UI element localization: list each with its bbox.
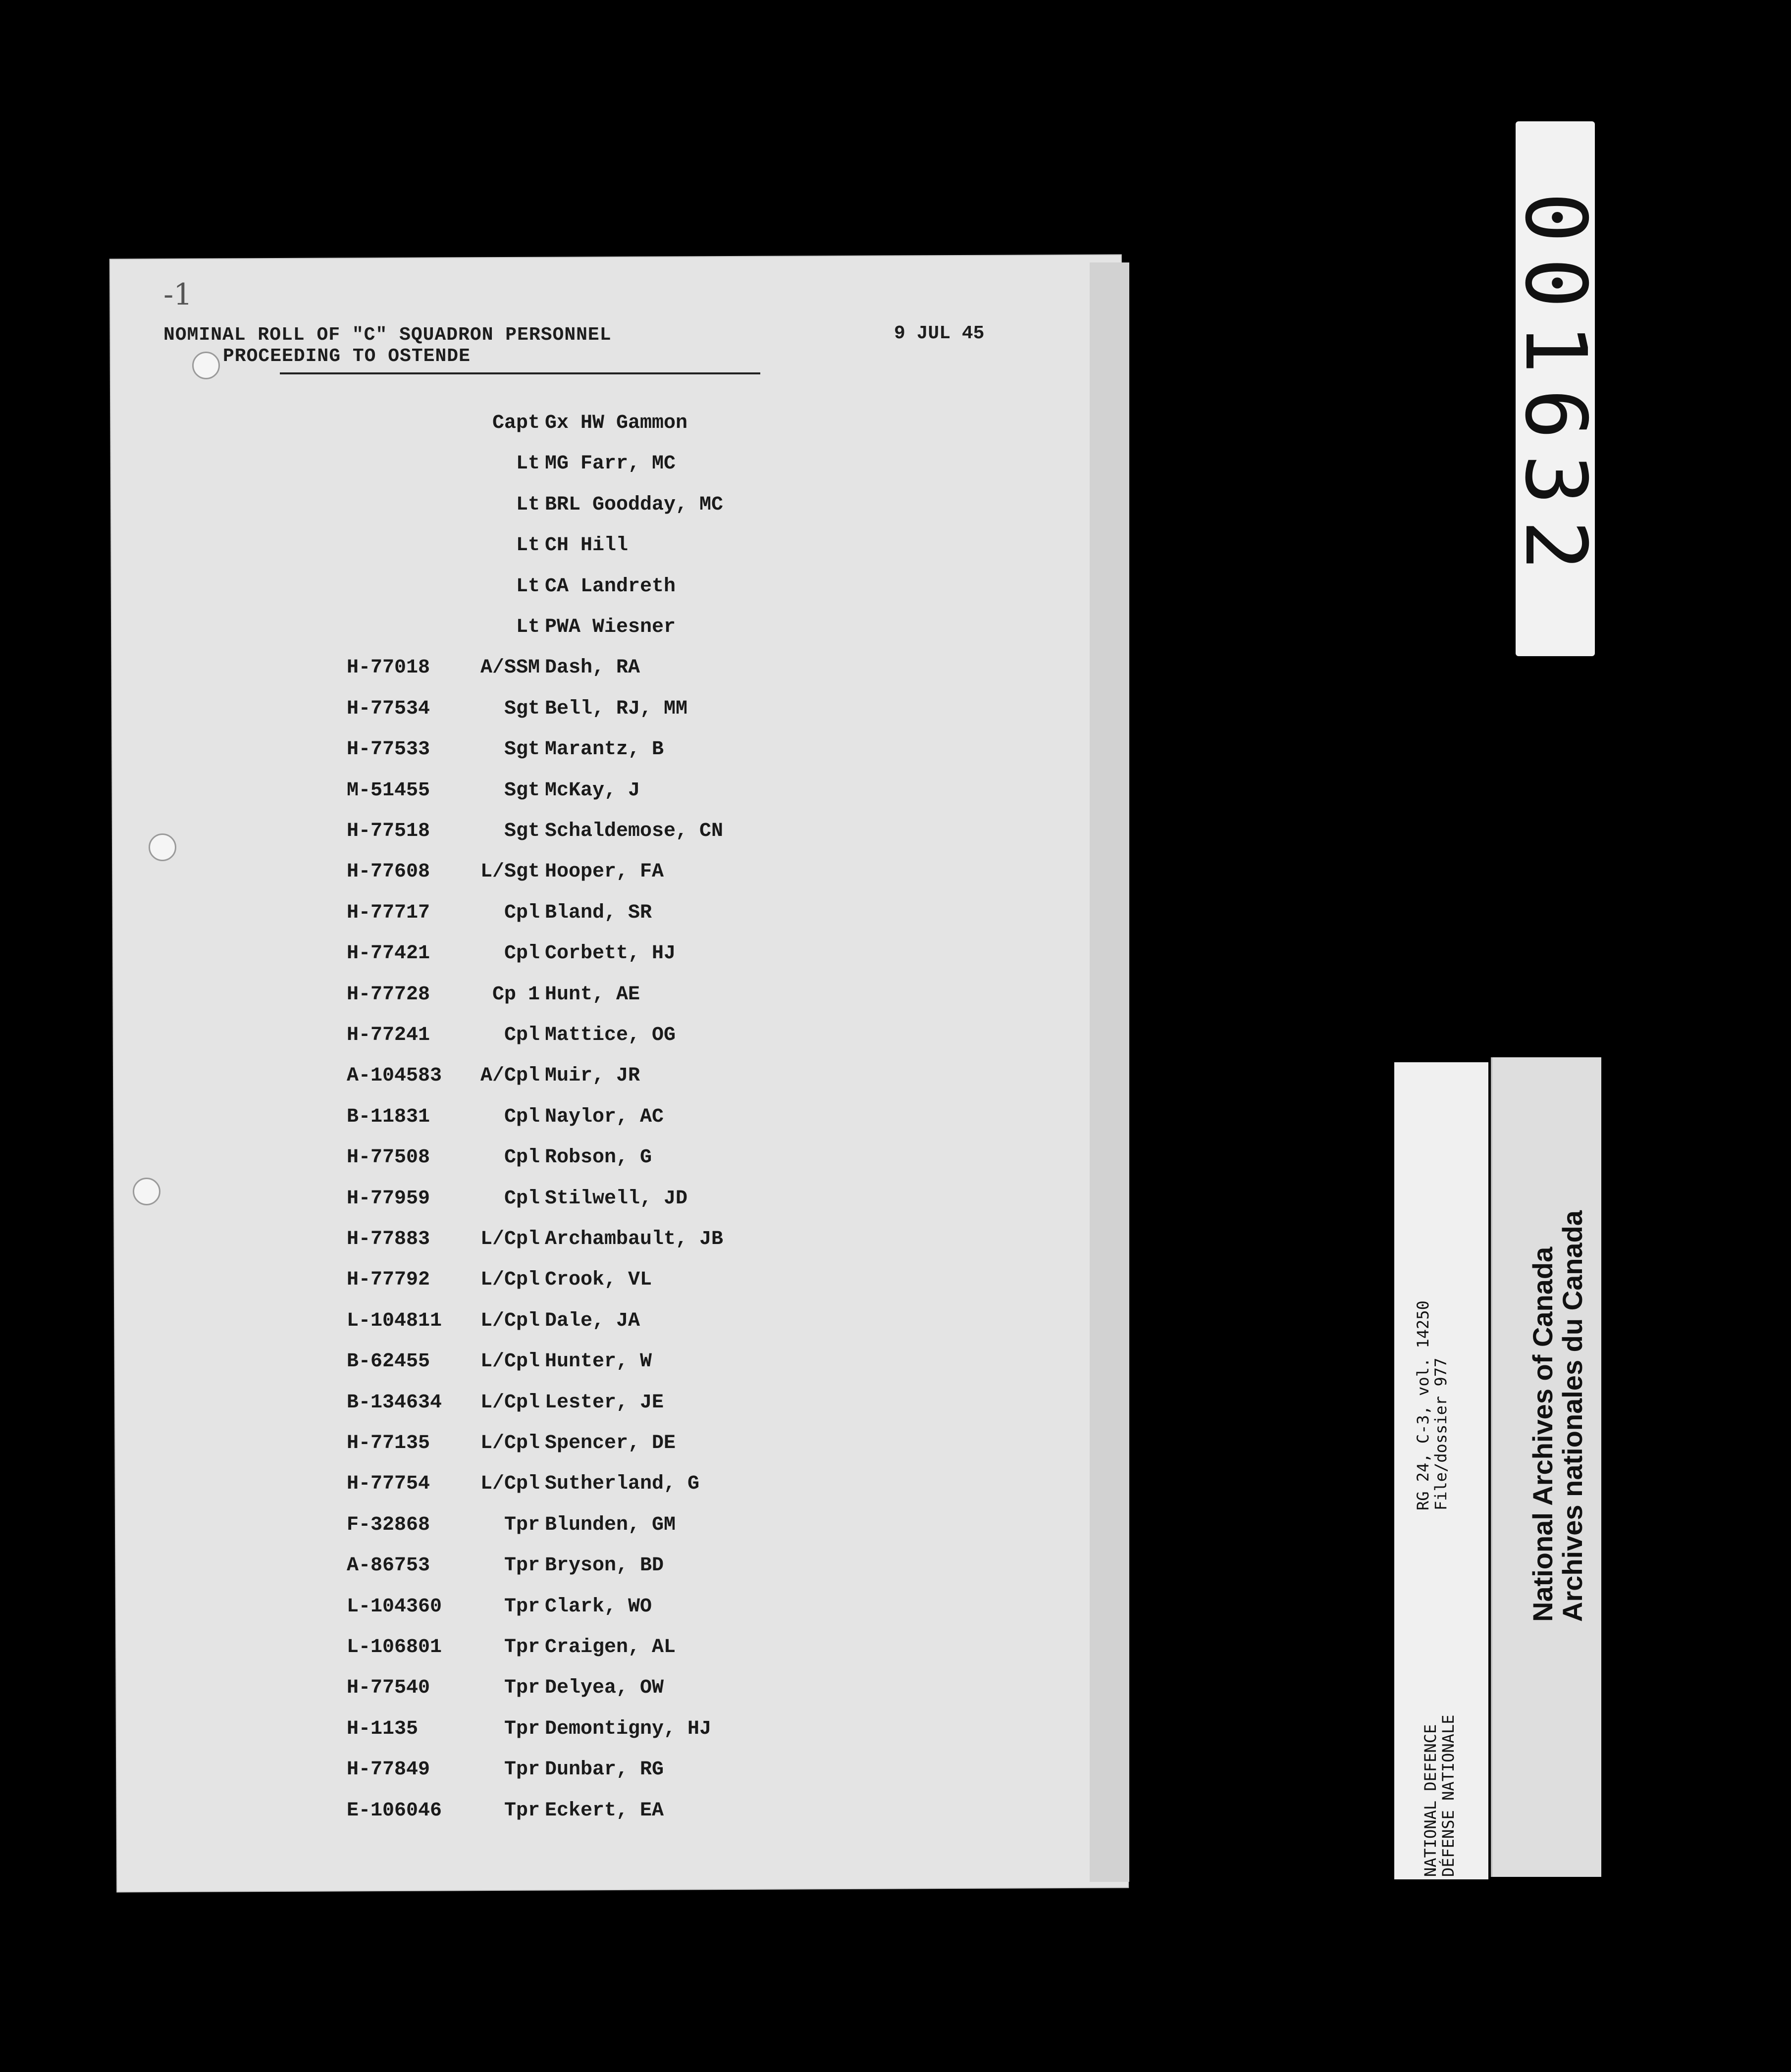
member-name: Schaldemose, CN [545,820,724,842]
roll-entry [0,942,991,972]
title-line-1: NOMINAL ROLL OF "C" SQUADRON PERSONNEL [163,324,612,346]
roll-entry [0,1596,991,1625]
rank: L/Cpl [480,1432,540,1454]
roll-entry [0,820,991,850]
roll-entry [0,1677,991,1707]
roll-entry [0,1146,991,1176]
roll-entry [0,534,991,564]
rank: L/Cpl [480,1392,540,1414]
rank: L/Cpl [480,1269,540,1291]
frame-number-stamp [1506,121,1604,656]
page-mark: -1 [163,277,193,312]
rank: Tpr [504,1554,540,1577]
rank: L/Cpl [480,1473,540,1495]
member-name: Hooper, FA [545,861,664,883]
member-name: McKay, J [545,779,640,802]
rank: Sgt [504,698,540,720]
service-number: H-77849 [347,1759,430,1781]
service-number: H-77883 [347,1228,430,1250]
rank: L/Sgt [480,861,540,883]
service-number: F-32868 [347,1514,430,1536]
rank: L/Cpl [480,1310,540,1332]
rank: Capt [492,412,540,434]
service-number: A-104583 [347,1065,442,1087]
roll-entry [0,1800,991,1829]
roll-entry [0,657,991,686]
document-title [163,324,788,367]
reference-text [1414,1300,1450,1510]
reference-line-1: RG 24, C-3, vol. 14250 [1414,1300,1432,1510]
member-name: Archambault, JB [545,1228,724,1250]
archives-name [1528,1210,1587,1622]
service-number: H-77508 [347,1146,430,1169]
member-name: Mattice, OG [545,1024,676,1046]
service-number: H-77959 [347,1188,430,1210]
member-name: Crook, VL [545,1269,652,1291]
rank: Tpr [504,1596,540,1618]
member-name: Dunbar, RG [545,1759,664,1781]
title-underline [280,372,760,374]
roll-entry [0,1514,991,1544]
member-name: Muir, JR [545,1065,640,1087]
member-name: CA Landreth [545,575,676,598]
archives-name-en: National Archives of Canada [1527,1246,1558,1622]
service-number: H-77792 [347,1269,430,1291]
rank: Lt [516,453,540,475]
member-name: PWA Wiesner [545,616,676,638]
roll-entry [0,616,991,646]
rank: Tpr [504,1759,540,1781]
member-name: Gx HW Gammon [545,412,688,434]
rank: Lt [516,575,540,598]
member-name: Bland, SR [545,902,652,924]
roll-entry [0,779,991,809]
rank: Sgt [504,738,540,761]
roll-entry [0,412,991,442]
member-name: Bell, RJ, MM [545,698,688,720]
roll-entry [0,1065,991,1094]
roll-entry [0,1432,991,1462]
rank: Cpl [504,1024,540,1046]
service-number: H-77421 [347,942,430,965]
member-name: Stilwell, JD [545,1188,688,1210]
rank: Cpl [504,942,540,965]
rank: Cpl [504,1188,540,1210]
roll-entry [0,1718,991,1748]
member-name: Clark, WO [545,1596,652,1618]
roll-entry [0,1106,991,1136]
member-name: Dash, RA [545,657,640,679]
member-name: Blunden, GM [545,1514,676,1536]
service-number: H-77135 [347,1432,430,1454]
roll-entry [0,1636,991,1666]
service-number: H-1135 [347,1718,419,1740]
member-name: Demontigny, HJ [545,1718,712,1740]
document-date: 9 JUL 45 [894,323,985,344]
department-text [1422,1714,1457,1877]
member-name: CH Hill [545,534,629,557]
member-name: Naylor, AC [545,1106,664,1128]
roll-entry [0,902,991,932]
service-number: H-77241 [347,1024,430,1046]
roll-entry [0,738,991,768]
rank: Sgt [504,779,540,802]
service-number: H-77518 [347,820,430,842]
rank: Cpl [504,1146,540,1169]
member-name: MG Farr, MC [545,453,676,475]
service-number: H-77608 [347,861,430,883]
roll-entry [0,1188,991,1217]
frame-number: 001632 [1506,192,1604,586]
roll-entry [0,1392,991,1421]
roll-entry [0,494,991,523]
roll-entry [0,1473,991,1502]
service-number: H-77533 [347,738,430,761]
member-name: BRL Goodday, MC [545,494,724,516]
member-name: Hunt, AE [545,984,640,1006]
rank: Tpr [504,1800,540,1822]
member-name: Sutherland, G [545,1473,700,1495]
service-number: M-51455 [347,779,430,802]
roll-entry [0,1310,991,1340]
roll-entry [0,1269,991,1298]
roll-entry [0,698,991,727]
rank: A/Cpl [480,1065,540,1087]
rank: A/SSM [480,657,540,679]
rank: Sgt [504,820,540,842]
roll-entry [0,1024,991,1054]
service-number: B-11831 [347,1106,430,1128]
member-name: Hunter, W [545,1350,652,1373]
archives-name-fr: Archives nationales du Canada [1557,1210,1588,1622]
service-number: H-77728 [347,984,430,1006]
member-name: Eckert, EA [545,1800,664,1822]
rank: Lt [516,534,540,557]
member-name: Craigen, AL [545,1636,676,1658]
department-en: NATIONAL DEFENCE [1421,1724,1440,1877]
rank: Tpr [504,1636,540,1658]
member-name: Corbett, HJ [545,942,676,965]
roll-entry [0,575,991,605]
service-number: H-77754 [347,1473,430,1495]
roll-entry [0,1350,991,1380]
service-number: H-77018 [347,657,430,679]
rank: Tpr [504,1677,540,1699]
department-fr: DÉFENSE NATIONALE [1439,1714,1458,1877]
rank: Cp 1 [492,984,540,1006]
page-edge [1090,262,1129,1882]
service-number: L-104360 [347,1596,442,1618]
roll-entry [0,984,991,1013]
service-number: E-106046 [347,1800,442,1822]
rank: Lt [516,616,540,638]
roll-entry [0,1228,991,1258]
reference-line-2: File/dossier 977 [1431,1357,1450,1510]
service-number: L-106801 [347,1636,442,1658]
member-name: Dale, JA [545,1310,640,1332]
rank: L/Cpl [480,1350,540,1373]
service-number: H-77540 [347,1677,430,1699]
rank: Lt [516,494,540,516]
service-number: B-62455 [347,1350,430,1373]
member-name: Lester, JE [545,1392,664,1414]
service-number: L-104811 [347,1310,442,1332]
member-name: Spencer, DE [545,1432,676,1454]
rank: Tpr [504,1718,540,1740]
roll-entry [0,1554,991,1584]
rank: Tpr [504,1514,540,1536]
member-name: Bryson, BD [545,1554,664,1577]
service-number: B-134634 [347,1392,442,1414]
roll-entry [0,453,991,482]
member-name: Marantz, B [545,738,664,761]
roll-entry [0,1759,991,1788]
member-name: Robson, G [545,1146,652,1169]
roll-entry [0,861,991,890]
service-number: A-86753 [347,1554,430,1577]
member-name: Delyea, OW [545,1677,664,1699]
rank: Cpl [504,902,540,924]
rank: Cpl [504,1106,540,1128]
service-number: H-77717 [347,902,430,924]
title-line-2: PROCEEDING TO OSTENDE [223,346,471,367]
rank: L/Cpl [480,1228,540,1250]
service-number: H-77534 [347,698,430,720]
